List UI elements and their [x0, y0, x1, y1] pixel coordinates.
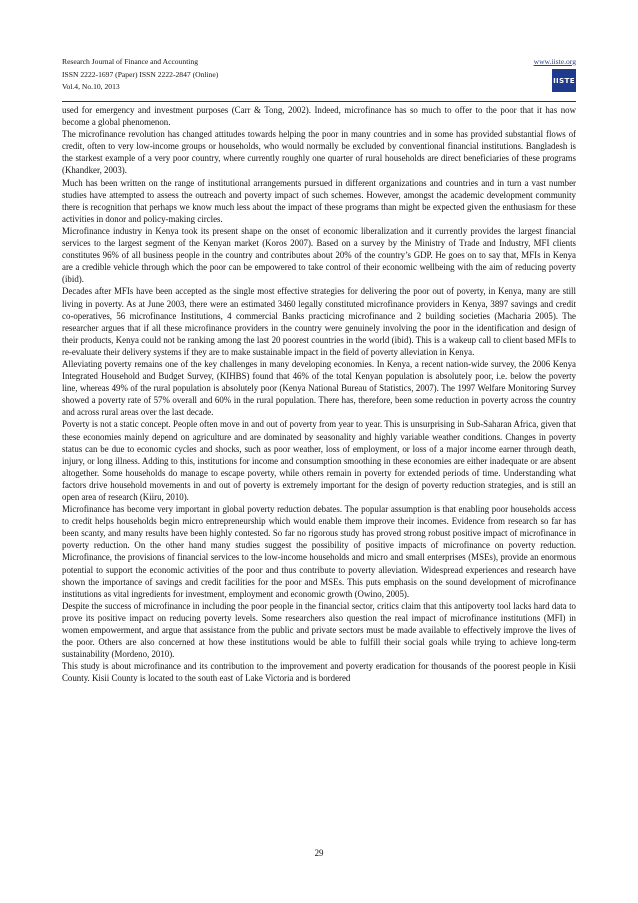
paragraph: Much has been written on the range of institutional arrangements pursued in different organizations and countries and in turn a vast number studies have attempted to assess the outreach and poverty impact of such schemes. However, amongst the academic development community there is recognition that perhaps we know much less about the impact of these programs than might be expected given the enthusiasm for these activities in donor and policy-making circles. — [62, 177, 576, 224]
volume-line: Vol.4, No.10, 2013 — [62, 82, 120, 92]
issn-line: ISSN 2222-1697 (Paper) ISSN 2222-2847 (Online) — [62, 69, 219, 79]
article-body — [62, 104, 576, 685]
header-divider — [62, 101, 576, 102]
iiste-logo — [552, 69, 576, 92]
paragraph: Microfinance industry in Kenya took its present shape on the onset of economic liberalization and it currently provides the largest financial services to the largest segment of the Kenyan market (Koros 2007). Based on a survey by the Ministry of Trade and Industry, MFI clients constitutes 96% of all business people in the country and contributes about 20% of the country’s GDP. He goes on to say that, MFIs in Kenya are a credible vehicle through which the poor can be empowered to take control of their economic wellbeing with the aim of reducing poverty (ibid). — [62, 225, 576, 285]
logo-text: IISTE — [553, 76, 575, 85]
paragraph: Decades after MFIs have been accepted as the single most effective strategies for delivering the poor out of poverty, in Kenya, many are still living in poverty. As at June 2003, there were an estimated 3460 legally constituted microfinance providers in Kenya, 3897 savings and credit co-operatives, 56 microfinance Institutions, 4 commercial Banks practicing microfinance and 2 building societies (Macharia 2005). The researcher argues that if all these microfinance providers in the country were genuinely involving the poor in the identification and design of their products, Kenya could not be ranking among the last 20 poorest countries in the world (ibid). This is a wakeup call to client based MFIs to re-evaluate their delivery systems if they are to make sustainable impact in the field of poverty alleviation in Kenya. — [62, 286, 576, 357]
paragraph: This study is about microfinance and its contribution to the improvement and poverty eradication for thousands of the poorest people in Kisii County. Kisii County is located to the south east of Lake Victoria and is bordered — [62, 661, 576, 684]
paragraph: Microfinance has become very important in global poverty reduction debates. The popular assumption is that enabling poor households access to credit helps households begin micro entrepreneurship which would enable them improve their incomes. Evidence from research so far has been scanty, and many results have been highly contested. So far no rigorous study has proved strong robust positive impact of microfinance in poverty reduction. On the other hand many studies suggest the possibility of positive impacts of microfinance on poverty reduction. Microfinance, the provisions of financial services to the low-income households and micro and small enterprises (MSEs), provide an enormous potential to support the economic activities of the poor and thus contribute to poverty alleviation. Widespread experiences and research have shown the importance of savings and credit facilities for the poor and MSEs. This puts emphasis on the sound development of microfinance institutions as vital ingredients for investment, employment and economic growth (Owino, 2005). — [62, 504, 576, 599]
paragraph: used for emergency and investment purposes (Carr & Tong, 2002). Indeed, microfinance has so much to offer to the poor that it has now become a global phenomenon. — [62, 105, 576, 128]
journal-title: Research Journal of Finance and Accounting — [62, 57, 199, 66]
paragraph: Alleviating poverty remains one of the key challenges in many developing economies. In Kenya, a recent nation-wide survey, the 2006 Kenya Integrated Household and Budget Survey, (KIHBS) found that 46% of the total Kenyan population is absolutely poor, i.e. below the poverty line, whereas 49% of the rural population is absolutely poor (Kenya National Bureau of Statistics, 2007). The 1997 Welfare Monitoring Survey showed a poverty rate of 57% overall and 60% in the rural population. There has, therefore, been some reduction in poverty across the country and across rural areas over the last decade. — [62, 358, 576, 418]
journal-url-link[interactable]: www.iiste.org — [533, 57, 576, 66]
page-header — [62, 56, 576, 98]
paragraph: Poverty is not a static concept. People often move in and out of poverty from year to year. This is unsurprising in Sub-Saharan Africa, given that these economies mainly depend on agriculture and are dominated by seasonality and highly variable weather conditions. Changes in poverty status can be due to economic cycles and shocks, such as poor weather, loss of employment, or loss of a major income earner through death, injury, or long illness. Adding to this, institutions for income and consumption smoothing in these economies are either inadequate or are absent altogether. Some households do manage to escape poverty, while others remain in poverty for extended periods of time. Understanding what factors drive household movements in and out of poverty is extremely important for the design of poverty reduction strategies, and is still an open area of research (Kiiru, 2010). — [62, 419, 576, 502]
page-number: 29 — [314, 848, 324, 858]
paragraph: Despite the success of microfinance in including the poor people in the financial sector, critics claim that this antipoverty tool lacks hard data to prove its positive impact on reducing poverty levels. Some researchers also question the real impact of microfinance institutions (MFI) in women empowerment, and argue that assistance from the public and private sectors must be made available to effectively improve the lives of the poor. Others are also concerned at how these institutions would be able to fulfill their social goals while trying to achieve long-term sustainability (Mordeno, 2010). — [62, 600, 576, 660]
paragraph: The microfinance revolution has changed attitudes towards helping the poor in many countries and in some has provided substantial flows of credit, often to very low-income groups or households, who would normally be excluded by conventional financial institutions. Bangladesh is the starkest example of a very poor country, where currently roughly one quarter of rural households are direct beneficiaries of these programs (Khandker, 2003). — [62, 129, 576, 176]
